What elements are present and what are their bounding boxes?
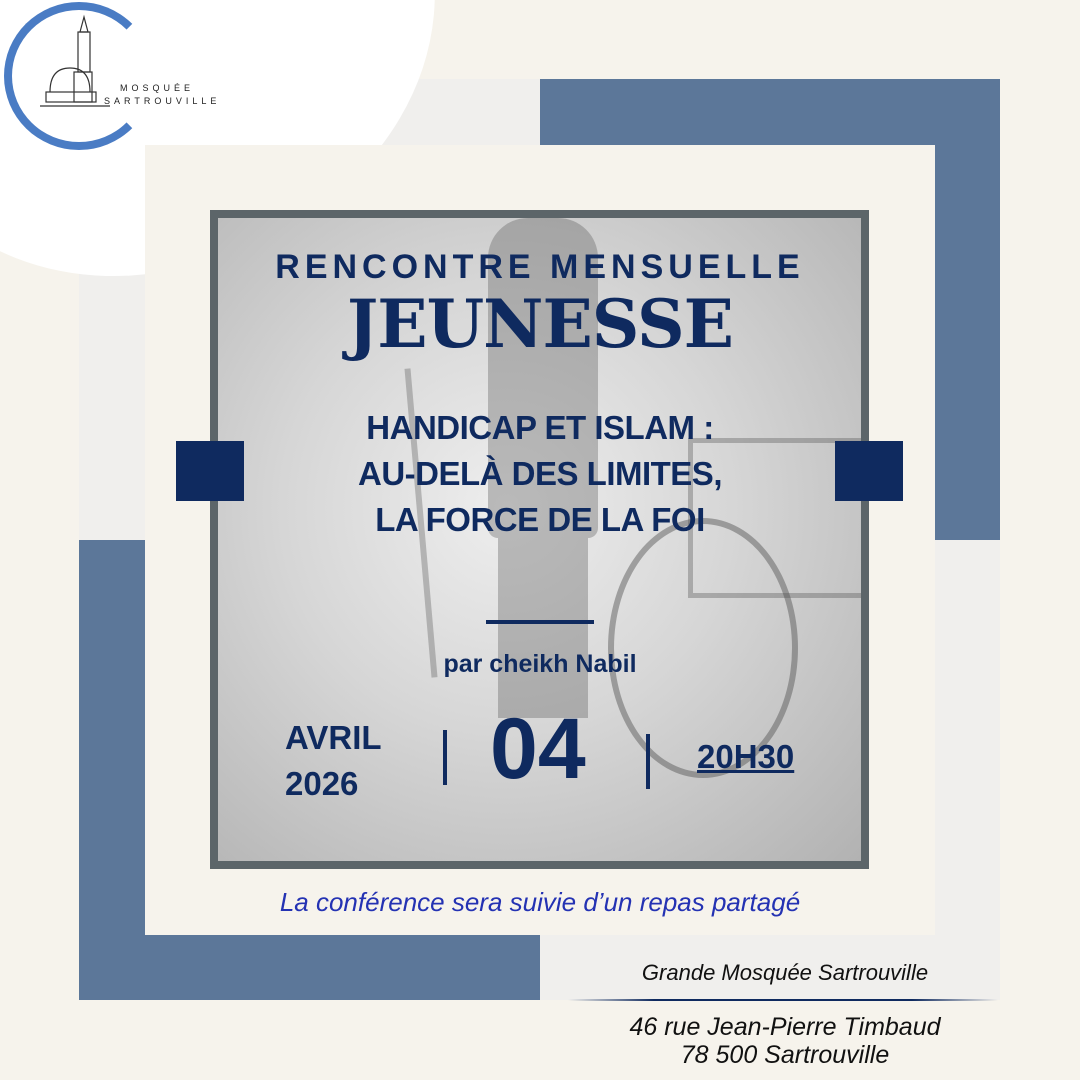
event-month: AVRIL — [285, 719, 382, 756]
event-topic — [0, 405, 1080, 543]
logo-line1: MOSQUÉE — [120, 83, 195, 93]
event-time: 20H30 — [697, 738, 795, 775]
topic-line1: HANDICAP ET ISLAM : — [366, 409, 714, 446]
venue-address — [540, 1013, 1030, 1069]
address-line2: 78 500 Sartrouville — [680, 1041, 890, 1069]
topic-line2: AU-DELÀ DES LIMITES, — [357, 455, 722, 492]
separator — [443, 730, 447, 785]
topic-line3: LA FORCE DE LA FOI — [375, 501, 705, 538]
address-line1: 46 rue Jean-Pierre Timbaud — [629, 1013, 941, 1041]
event-year: 2026 — [285, 765, 359, 802]
divider — [486, 620, 594, 624]
speaker: par cheikh Nabil — [443, 650, 637, 678]
separator — [646, 734, 650, 789]
event-day: 04 — [490, 701, 586, 797]
event-kicker: RENCONTRE MENSUELLE — [275, 248, 805, 286]
logo-line2: SARTROUVILLE — [104, 96, 221, 106]
venue-name: Grande Mosquée Sartrouville — [641, 960, 929, 985]
event-month-year — [285, 715, 382, 807]
footer-rule — [568, 999, 998, 1001]
event-title: JEUNESSE — [347, 285, 733, 363]
meal-note: La conférence sera suivie d’un repas partagé — [279, 887, 801, 917]
logo-text — [104, 82, 220, 108]
mosque-icon — [40, 12, 110, 112]
